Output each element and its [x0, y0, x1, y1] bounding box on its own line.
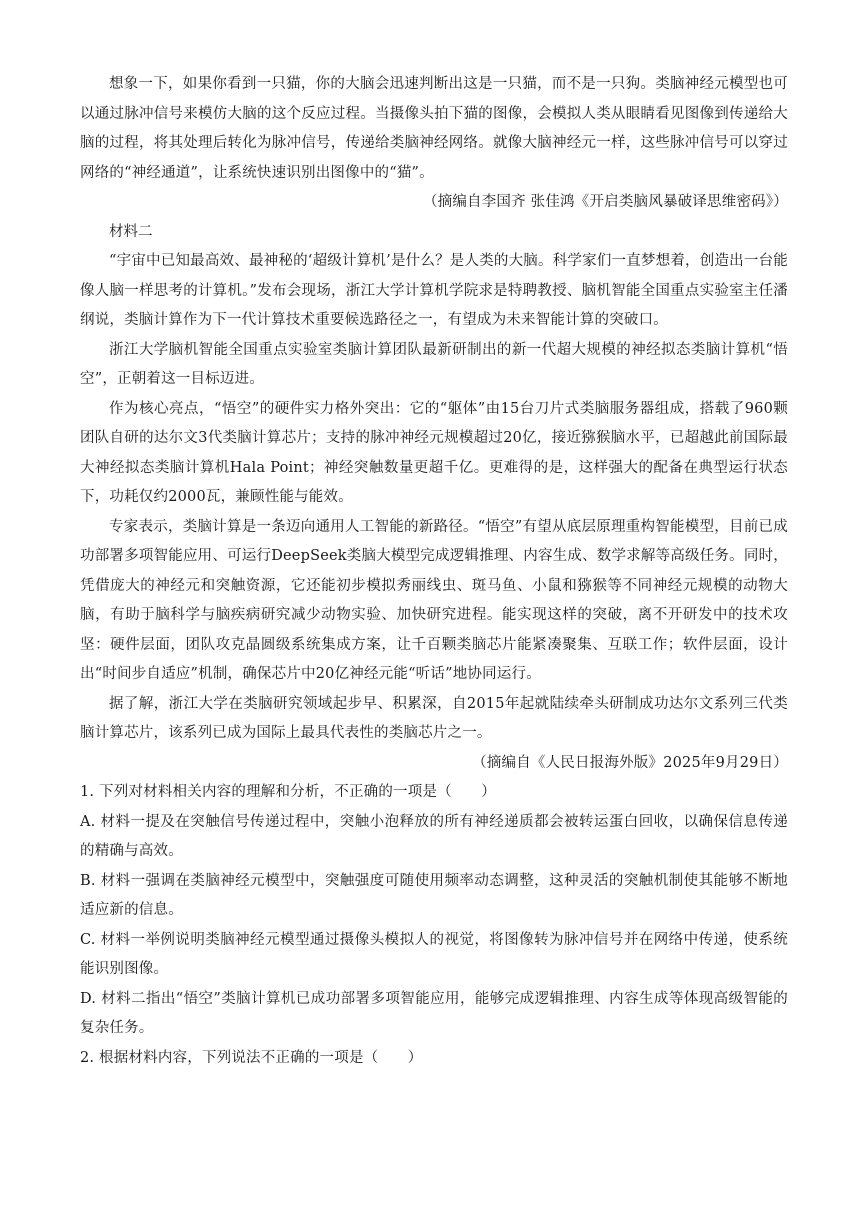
- material2-paragraph-3: 作为核心亮点，“悟空”的硬件实力格外突出：它的“躯体”由15台刀片式类脑服务器组成，搭载了960颗团队自研的达尔文3代类脑计算芯片；支持的脉冲神经元规模超过20亿，接近猕猴脑水平，已超越此前国际最大神经拟态类脑计算机Hala Point；神经突触数量更超千亿。更难得的是，这样强大的配备在典型运行状态下，功耗仅约2000瓦，兼顾性能与能效。: [80, 400, 788, 505]
- material1-paragraph: 想象一下，如果你看到一只猫，你的大脑会迅速判断出这是一只猫，而不是一只狗。类脑神经元模型也可以通过脉冲信号来模仿大脑的这个反应过程。当摄像头拍下猫的图像，会模拟人类从眼睛看见图像到传递给大脑的过程，将其处理后转化为脉冲信号，传递给类脑神经网络。就像大脑神经元一样，这些脉冲信号可以穿过网络的“神经通道”，让系统快速识别出图像中的“猫”。: [80, 76, 788, 181]
- material2-paragraph-5: 据了解，浙江大学在类脑研究领域起步早、积累深，自2015年起就陆续牵头研制成功达尔文系列三代类脑计算芯片，该系列已成为国际上最具代表性的类脑芯片之一。: [80, 695, 788, 741]
- material2-source: （摘编自《人民日报海外版》2025年9月29日）: [472, 754, 788, 771]
- question-1-option-c: C. 材料一举例说明类脑神经元模型通过摄像头模拟人的视觉，将图像转为脉冲信号并在网络中传递，使系统能识别图像。: [80, 931, 788, 977]
- document-page: [80, 70, 788, 1073]
- material2-paragraph-2: 浙江大学脑机智能全国重点实验室类脑计算团队最新研制出的新一代超大规模的神经拟态类脑计算机“悟空”，正朝着这一目标迈进。: [80, 341, 788, 387]
- question-1-option-a: A. 材料一提及在突触信号传递过程中，突触小泡释放的所有神经递质都会被转运蛋白回收，以确保信息传递的精确与高效。: [80, 813, 788, 859]
- material2-paragraph-4: 专家表示，类脑计算是一条迈向通用人工智能的新路径。“悟空”有望从底层原理重构智能模型，目前已成功部署多项智能应用、可运行DeepSeek类脑大模型完成逻辑推理、内容生成、数学求解等高级任务。同时，凭借庞大的神经元和突触资源，它还能初步模拟秀丽线虫、斑马鱼、小鼠和猕猴等不同神经元规模的动物大脑，有助于脑科学与脑疾病研究减少动物实验、加快研究进程。能实现这样的突破，离不开研发中的技术攻坚：硬件层面，团队攻克晶圆级系统集成方案，让千百颗类脑芯片能紧凑聚集、互联工作；软件层面，设计出“时间步自适应”机制，确保芯片中20亿神经元能“听话”地协同运行。: [80, 518, 788, 682]
- question-2-stem: 2. 根据材料内容，下列说法不正确的一项是（ ）: [80, 1049, 423, 1066]
- question-1-option-b: B. 材料一强调在类脑神经元模型中，突触强度可随使用频率动态调整，这种灵活的突触机制使其能够不断地适应新的信息。: [80, 872, 788, 918]
- material2-paragraph-1: “宇宙中已知最高效、最神秘的‘超级计算机’是什么？是人类的大脑。科学家们一直梦想着，创造出一台能像人脑一样思考的计算机。”发布会现场，浙江大学计算机学院求是特聘教授、脑机智能全国重点实验室主任潘纲说，类脑计算作为下一代计算技术重要候选路径之一，有望成为未来智能计算的突破口。: [80, 253, 788, 328]
- material2-heading: 材料二: [109, 223, 153, 240]
- question-1-option-d: D. 材料二指出“悟空”类脑计算机已成功部署多项智能应用，能够完成逻辑推理、内容生成等体现高级智能的复杂任务。: [80, 990, 788, 1036]
- question-1-stem: 1. 下列对材料相关内容的理解和分析，不正确的一项是（ ）: [80, 784, 496, 800]
- material1-source: （摘编自李国齐 张佳鸿《开启类脑风暴破译思维密码》）: [422, 194, 788, 210]
